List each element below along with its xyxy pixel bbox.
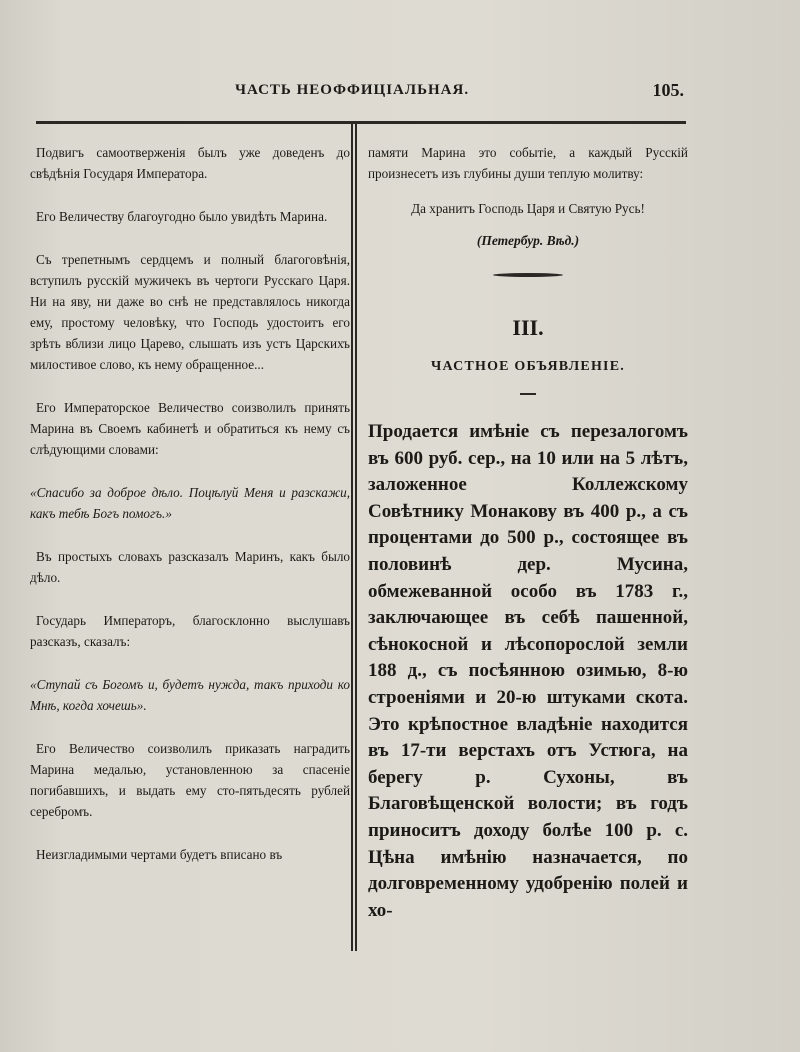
page-header: [40, 82, 700, 104]
section-title: ЧАСТНОЕ ОБЪЯВЛЕНІЕ.: [431, 359, 625, 374]
quote-paragraph: «Спасибо за доброе дѣло. Поцѣлуй Меня и разскажи, какъ тебѣ Богъ помогъ.»: [30, 485, 350, 521]
right-column: [368, 142, 688, 924]
section-heading: ЧАСТЬ НЕОФФИЦІАЛЬНАЯ.: [235, 82, 470, 98]
source-citation: (Петербур. Вѣд.): [476, 233, 580, 248]
closing-prayer: Да хранитъ Господь Царя и Святую Русь!: [411, 201, 645, 216]
paragraph: Подвигъ самоотверженія былъ уже доведенъ до свѣдѣнія Государя Императора.: [30, 145, 350, 181]
column-divider: [351, 121, 357, 951]
advertisement-body: Продается имѣніе съ перезалогомъ въ 600 руб. сер., на 10 или на 5 лѣтъ, заложенное Коллежскому Совѣтнику Монакову въ 400 р., а съ процентами до 500 р., состоящее въ половинѣ дер. Мусина, обмежеванной особо въ 1783 г., заключающее въ себѣ пашенной, сѣнокосной и лѣсопорослой земли 188 д., съ посѣянною озимью, 8-ю строеніями и 20-ю штуками скота. Это крѣпостное владѣніе находится въ 17-ти верстахъ отъ Устюга, на берегу р. Сухоны, въ Благовѣщенской волости; въ годъ приноситъ доходу болѣе 100 р. с. Цѣна имѣнію назначается, по долговременному удобренію полей и хо-: [368, 421, 688, 921]
paragraph: Неизгладимыми чертами будетъ вписано въ: [36, 847, 283, 862]
header-rule: [36, 121, 686, 124]
paragraph: Его Императорское Величество соизволилъ принять Марина въ Своемъ кабинетѣ и обратиться къ нему съ слѣдующими словами:: [30, 400, 350, 457]
paragraph: Его Величество соизволилъ приказать наградить Марина медалью, установленною за спасеніе погибавшихъ, и выдать ему сто-пятьдесять рублей серебромъ.: [30, 741, 350, 819]
short-rule: [520, 393, 536, 395]
page-number: 105.: [652, 80, 684, 100]
left-column: [30, 142, 350, 887]
paragraph: Въ простыхъ словахъ разсказалъ Маринъ, какъ было дѣло.: [30, 549, 350, 585]
section-number: III.: [512, 315, 544, 340]
paragraph: памяти Марина это событіе, а каждый Русскій произнесетъ изъ глубины души теплую молитву:: [368, 145, 688, 181]
quote-paragraph: «Ступай съ Богомъ и, будетъ нужда, такъ приходи ко Мнѣ, когда хочешь».: [30, 677, 350, 713]
paragraph: Съ трепетнымъ сердцемъ и полный благоговѣнія, вступилъ русскій мужичекъ въ чертоги Русскаго Царя. Ни на яву, ни даже во снѣ не представлялось никогда ему, простому человѣку, что Господь удостоитъ его зрѣть вблизи лицо Царево, слышать изъ устъ Царскихъ милостивое слово, къ нему обращенное...: [30, 252, 350, 372]
paragraph: Государь Императоръ, благосклонно выслушавъ разсказъ, сказалъ:: [30, 613, 350, 649]
ornament-divider: [493, 273, 563, 277]
paragraph: Его Величеству благоугодно было увидѣть Марина.: [36, 209, 328, 224]
